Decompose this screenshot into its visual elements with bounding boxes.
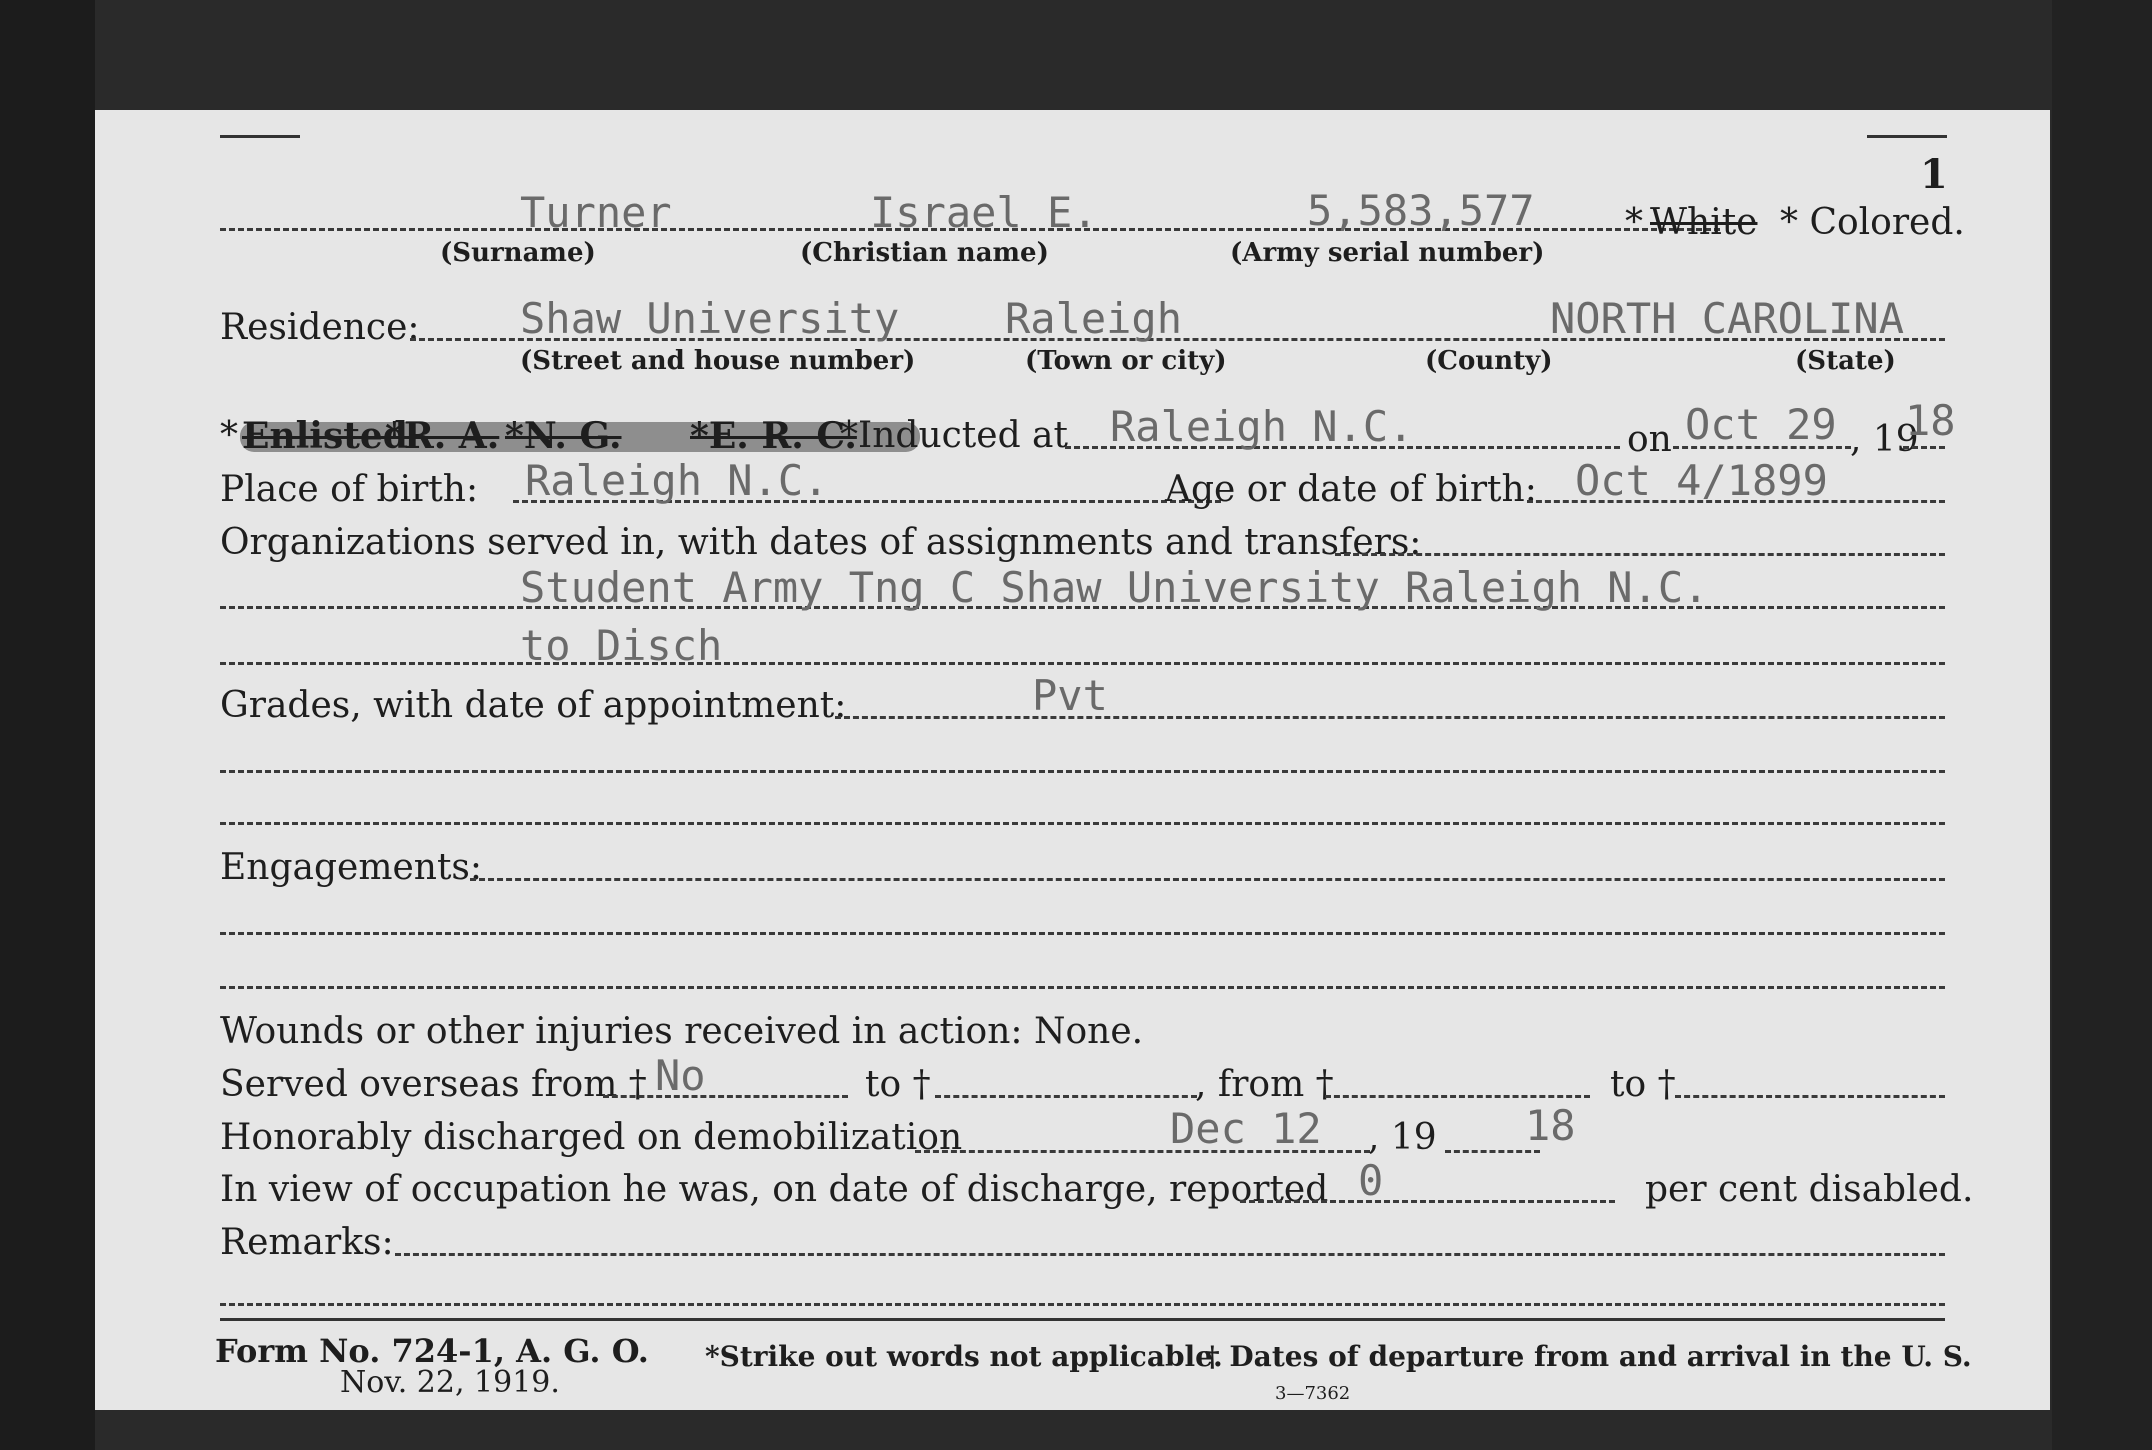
christian-name-caption: (Christian name): [800, 238, 1049, 268]
organizations-underline-2: [220, 662, 1945, 665]
engagements-label: Engagements:: [220, 847, 483, 888]
engagements-extra-line-2: [220, 986, 1945, 989]
overseas-from-underline: [603, 1095, 848, 1098]
remarks-label: Remarks:: [220, 1222, 394, 1263]
residence-label: Residence:: [220, 307, 420, 348]
disability-suffix: per cent disabled.: [1645, 1169, 1974, 1210]
scan-background-left: [0, 0, 95, 1450]
surname-caption: (Surname): [440, 238, 596, 268]
wounds-label: Wounds or other injuries received in action: None.: [220, 1011, 1144, 1052]
card-number: 1: [1920, 151, 1948, 198]
residence-street-value: Shaw University: [520, 294, 900, 343]
serial-number-value: 5,583,577: [1307, 186, 1535, 235]
inducted-year-underline: [1903, 446, 1945, 449]
grades-extra-line-2: [220, 822, 1945, 825]
footer-rule: [220, 1318, 1945, 1321]
remarks-underline: [395, 1253, 1945, 1256]
state-caption: (State): [1795, 346, 1896, 376]
disability-value: 0: [1358, 1156, 1384, 1205]
overseas-to-label-1: to †: [865, 1064, 931, 1105]
overseas-from-underline-2: [1325, 1095, 1590, 1098]
organization-line-1: Student Army Tng C Shaw University Raleigh N.C.: [520, 563, 1709, 612]
discharge-label: Honorably discharged on demobilization: [220, 1117, 963, 1158]
disability-label: In view of occupation he was, on date of discharge, reported: [220, 1169, 1329, 1210]
discharge-year-prefix: , 19: [1368, 1117, 1437, 1158]
overseas-to-underline-1: [935, 1095, 1197, 1098]
county-caption: (County): [1425, 346, 1553, 376]
grades-extra-line-1: [220, 770, 1945, 773]
enlisted-struck: Enlisted: [242, 415, 408, 457]
scan-background-right: [2052, 0, 2152, 1450]
race-asterisk: *: [1625, 202, 1643, 243]
enlisted-asterisk: *: [220, 415, 238, 456]
grades-label: Grades, with date of appointment:: [220, 685, 847, 726]
strike-out-note: *Strike out words not applicable.: [705, 1340, 1223, 1373]
discharge-date-value: Dec 12: [1170, 1104, 1322, 1153]
inducted-year-value: 18: [1905, 396, 1956, 445]
top-right-rule: [1867, 135, 1947, 138]
ng-struck: *N. G.: [505, 415, 622, 457]
organizations-underline-0: [1335, 553, 1945, 556]
overseas-from-label-2: , from †: [1195, 1064, 1334, 1105]
engagements-underline: [470, 878, 1945, 881]
printer-code: 3—7362: [1275, 1383, 1351, 1404]
discharge-year-underline: [1445, 1150, 1540, 1153]
race-white-struck: White: [1650, 202, 1758, 243]
city-caption: (Town or city): [1025, 346, 1227, 376]
surname-value: Turner: [520, 188, 672, 237]
age-label: Age or date of birth:: [1165, 469, 1537, 510]
erc-struck: *E. R. C.: [690, 415, 857, 457]
on-label: on: [1627, 419, 1672, 460]
organization-line-2: to Disch: [520, 621, 723, 670]
inducted-label: *Inducted at: [840, 415, 1068, 456]
grade-value: Pvt: [1032, 671, 1108, 720]
form-date: Nov. 22, 1919.: [340, 1365, 560, 1400]
birth-date-value: Oct 4/1899: [1575, 456, 1828, 505]
form-number: Form No. 724-1, A. G. O.: [215, 1332, 649, 1370]
overseas-to-underline-2: [1675, 1095, 1945, 1098]
remarks-extra-line: [220, 1303, 1945, 1306]
disability-underline: [1240, 1200, 1615, 1203]
residence-state-value: NORTH CAROLINA: [1550, 294, 1905, 343]
christian-name-value: Israel E.: [870, 188, 1098, 237]
inducted-year-prefix: , 19: [1850, 419, 1919, 460]
top-left-rule: [220, 135, 300, 138]
place-of-birth-value: Raleigh N.C.: [525, 456, 829, 505]
residence-city-value: Raleigh: [1005, 294, 1183, 343]
inducted-date-value: Oct 29: [1685, 400, 1837, 449]
overseas-to-label-2: to †: [1610, 1064, 1676, 1105]
inducted-at-value: Raleigh N.C.: [1110, 402, 1414, 451]
ra-struck: *R. A.: [385, 415, 500, 457]
service-record-card: [95, 110, 2050, 1410]
grades-underline: [835, 716, 1945, 719]
discharge-year-value: 18: [1525, 1101, 1576, 1150]
place-of-birth-label: Place of birth:: [220, 469, 479, 510]
serial-caption: (Army serial number): [1230, 238, 1545, 268]
street-caption: (Street and house number): [520, 346, 916, 376]
overseas-from-label: Served overseas from †: [220, 1064, 647, 1105]
dates-note: † Dates of departure from and arrival in the U. S.: [1205, 1340, 1972, 1373]
overseas-from-value: No: [655, 1051, 706, 1100]
engagements-extra-line-1: [220, 932, 1945, 935]
race-colored: * Colored.: [1780, 202, 1965, 243]
organizations-label: Organizations served in, with dates of assignments and transfers:: [220, 522, 1422, 563]
